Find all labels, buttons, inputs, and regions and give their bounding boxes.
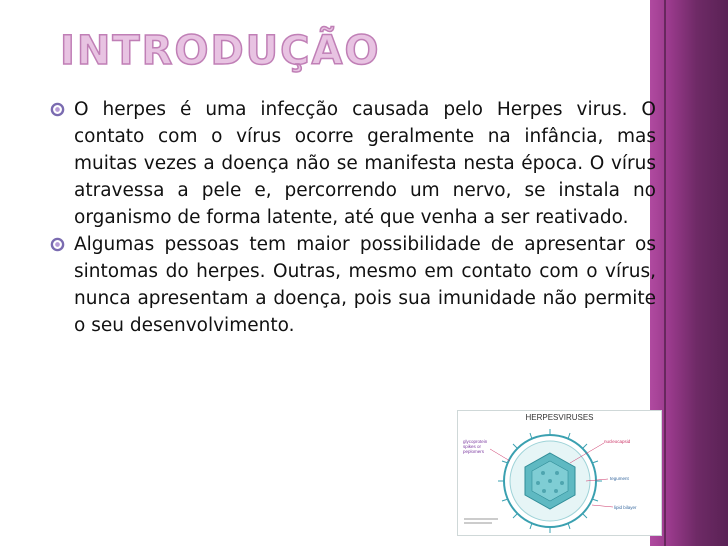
- bullet-text: O herpes é uma infecção causada pelo Herpes virus. O contato com o vírus ocorre geralmente na infância, mas muitas vezes a doença não se manifesta nesta época. O vírus atravessa a pele e, percorrendo um nervo, se instala no organismo de forma latente, até que venha a ser reativado.: [74, 99, 656, 228]
- bullet-text: Algumas pessoas tem maior possibilidade de apresentar os sintomas do herpes. Outras, mesmo em contato com o vírus, nunca apresentam a doença, pois sua imunidade não permite o seu desenvolvimento.: [74, 234, 656, 336]
- bullet-list: [48, 96, 656, 339]
- bullet-item: [48, 96, 656, 231]
- bullet-ring-icon: [50, 237, 65, 252]
- label-lipid-bilayer: lipid bilayer: [614, 505, 637, 510]
- label-nucleocapsid: nucleocapsid: [604, 439, 631, 444]
- label-glycoprotein: glycoprotein spikes or peplomers: [463, 439, 488, 454]
- diagram-title: HERPESVIRUSES: [525, 413, 594, 422]
- slide-title: INTRODUÇÃO: [60, 28, 381, 74]
- label-tegument: tegument: [610, 476, 629, 481]
- virus-illustration: [458, 411, 661, 535]
- herpesvirus-diagram: [457, 410, 662, 536]
- bullet-ring-icon: [50, 102, 65, 117]
- bullet-item: [48, 231, 656, 339]
